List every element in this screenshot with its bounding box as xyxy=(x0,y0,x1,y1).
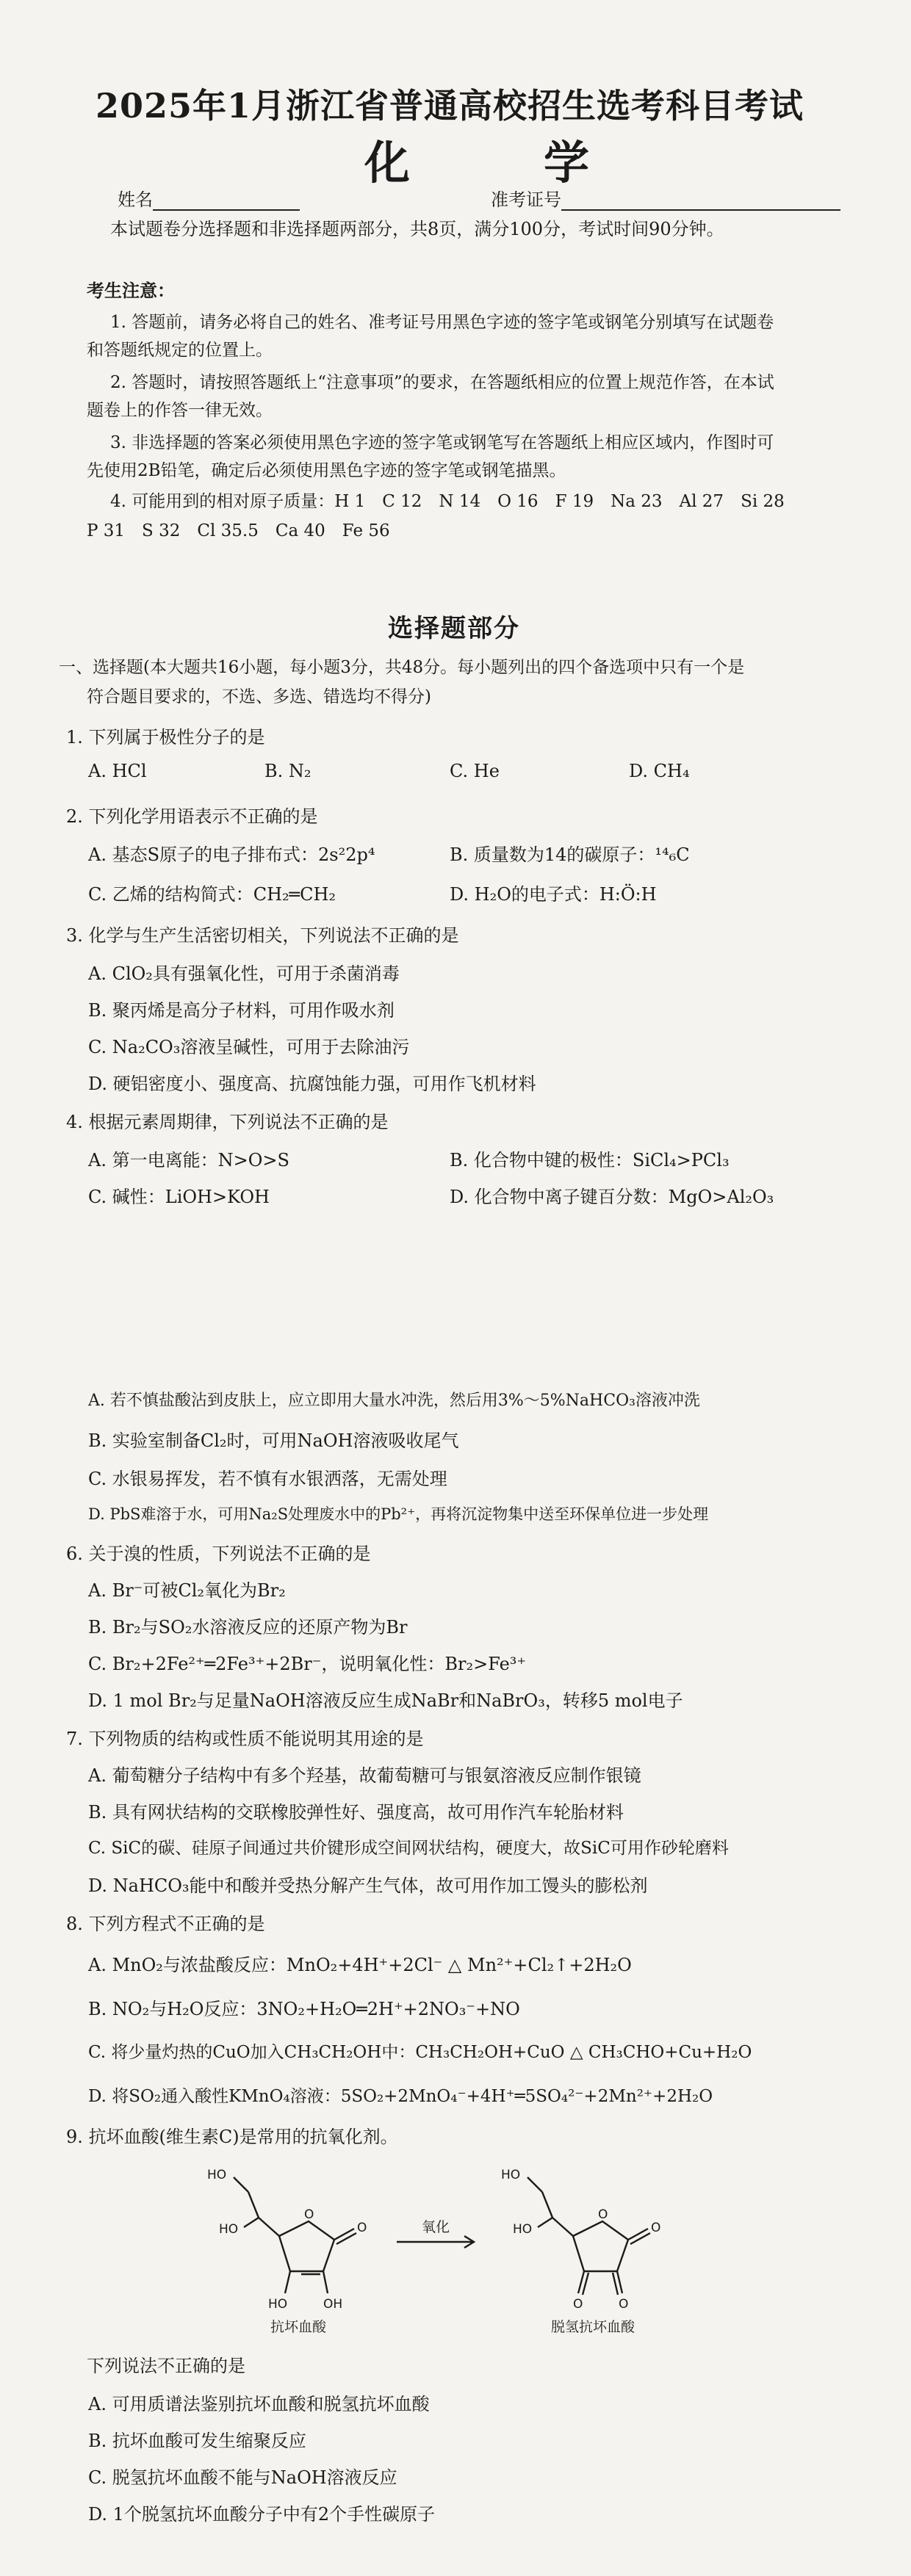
q3-stem: 3. 化学与生产生活密切相关，下列说法不正确的是 xyxy=(66,925,459,946)
q8-option-a: A. MnO₂与浓盐酸反应：MnO₂+4H⁺+2Cl⁻ △ Mn²⁺+Cl₂↑+2H₂O xyxy=(88,1955,632,1975)
note-3a: 3. 非选择题的答案必须使用黑色字迹的签字笔或钢笔写在答题纸上相应区域内，作图时可 xyxy=(110,433,774,452)
left-ho-top: HO xyxy=(207,2168,227,2182)
id-blank xyxy=(561,193,840,211)
q9-option-d: D. 1个脱氢抗坏血酸分子中有2个手性碳原子 xyxy=(88,2504,436,2525)
subject-title: 化 学 xyxy=(364,136,634,189)
note-1b: 和答题纸规定的位置上。 xyxy=(87,341,273,360)
q5-option-c: C. 水银易挥发，若不慎有水银洒落，无需处理 xyxy=(88,1469,447,1489)
q4-option-d: D. 化合物中离子键百分数：MgO>Al₂O₃ xyxy=(450,1187,774,1207)
vitamin-c-oxidation-diagram xyxy=(191,2155,691,2339)
q4-option-c: C. 碱性：LiOH>KOH xyxy=(88,1187,270,1207)
q4-stem: 4. 根据元素周期律，下列说法不正确的是 xyxy=(66,1112,389,1132)
q9-ask: 下列说法不正确的是 xyxy=(87,2356,245,2376)
left-ho-bottom: HO xyxy=(268,2297,288,2312)
note-4b: P 31 S 32 Cl 35.5 Ca 40 Fe 56 xyxy=(87,521,390,540)
note-3b: 先使用2B铅笔，确定后必须使用黑色字迹的签字笔或钢笔描黑。 xyxy=(87,461,566,480)
right-o-bottom-right: O xyxy=(619,2297,629,2312)
q1-option-d: D. CH₄ xyxy=(629,761,690,781)
left-oh-bottom: OH xyxy=(323,2297,343,2312)
q8-option-d: D. 将SO₂通入酸性KMnO₄溶液：5SO₂+2MnO₄⁻+4H⁺═5SO₄²⁻+2Mn²⁺+2H₂O xyxy=(88,2087,713,2106)
q6-option-c: C. Br₂+2Fe²⁺═2Fe³⁺+2Br⁻，说明氧化性：Br₂>Fe³⁺ xyxy=(88,1654,527,1674)
q2-option-c: C. 乙烯的结构简式：CH₂═CH₂ xyxy=(88,884,336,905)
q7-stem: 7. 下列物质的结构或性质不能说明其用途的是 xyxy=(66,1729,424,1749)
q6-option-b: B. Br₂与SO₂水溶液反应的还原产物为Br xyxy=(88,1617,408,1638)
q8-stem: 8. 下列方程式不正确的是 xyxy=(66,1914,265,1934)
q2-option-b: B. 质量数为14的碳原子：¹⁴₆C xyxy=(450,844,690,865)
name-label: 姓名 xyxy=(118,189,153,210)
left-carbonyl-o: O xyxy=(357,2221,367,2235)
left-carbonyl xyxy=(334,2229,354,2240)
q7-option-d: D. NaHCO₃能中和酸并受热分解产生气体，故可用作加工馒头的膨松剂 xyxy=(88,1875,648,1896)
q2-option-d: D. H₂O的电子式：H:Ö:H xyxy=(450,884,657,905)
q9-stem: 9. 抗坏血酸(维生素C)是常用的抗氧化剂。 xyxy=(66,2127,398,2147)
q4-option-b: B. 化合物中键的极性：SiCl₄>PCl₃ xyxy=(450,1150,730,1171)
right-ho-mid: HO xyxy=(513,2222,533,2237)
id-field xyxy=(491,185,840,211)
right-ring-o: O xyxy=(598,2207,608,2222)
q5-option-b: B. 实验室制备Cl₂时，可用NaOH溶液吸收尾气 xyxy=(88,1430,459,1451)
q3-option-d: D. 硬铝密度小、强度高、抗腐蚀能力强，可用作飞机材料 xyxy=(88,1074,536,1094)
note-4a: 4. 可能用到的相对原子质量：H 1 C 12 N 14 O 16 F 19 Na 23 Al 27 Si 28 xyxy=(110,492,785,511)
q9-option-a: A. 可用质谱法鉴别抗坏血酸和脱氢抗坏血酸 xyxy=(88,2394,430,2414)
q2-option-a: A. 基态S原子的电子排布式：2s²2p⁴ xyxy=(88,844,375,865)
q2-stem: 2. 下列化学用语表示不正确的是 xyxy=(66,806,318,827)
name-field xyxy=(118,185,300,211)
note-1a: 1. 答题前，请务必将自己的姓名、准考证号用黑色字迹的签字笔或钢笔分别填写在试题卷 xyxy=(110,313,774,332)
q4-option-a: A. 第一电离能：N>O>S xyxy=(88,1150,289,1171)
section-intro-b: 符合题目要求的，不选、多选、错选均不得分) xyxy=(87,687,431,706)
notes-heading: 考生注意： xyxy=(87,280,175,301)
q3-option-c: C. Na₂CO₃溶液呈碱性，可用于去除油污 xyxy=(88,1037,410,1057)
q8-option-b: B. NO₂与H₂O反应：3NO₂+H₂O═2H⁺+2NO₃⁻+NO xyxy=(88,1999,520,2019)
right-o-bottom-left: O xyxy=(573,2297,583,2312)
name-blank xyxy=(153,193,300,211)
right-ho-top: HO xyxy=(501,2168,521,2182)
q7-option-c: C. SiC的碳、硅原子间通过共价键形成空间网状结构，硬度大，故SiC可用作砂轮磨料 xyxy=(88,1839,729,1858)
q3-option-a: A. ClO₂具有强氧化性，可用于杀菌消毒 xyxy=(88,963,400,984)
section-intro-a: 一、选择题(本大题共16小题，每小题3分，共48分。每小题列出的四个备选项中只有一个是 xyxy=(59,658,745,677)
q6-stem: 6. 关于溴的性质，下列说法不正确的是 xyxy=(66,1544,371,1564)
q7-option-b: B. 具有网状结构的交联橡胶弹性好、强度高，故可用作汽车轮胎材料 xyxy=(88,1802,624,1823)
left-ring xyxy=(279,2221,334,2271)
q5-option-a: A. 若不慎盐酸沾到皮肤上，应立即用大量水冲洗，然后用3%～5%NaHCO₃溶液冲洗 xyxy=(88,1392,700,1410)
section-title: 选择题部分 xyxy=(388,614,520,643)
q9-option-c: C. 脱氢抗坏血酸不能与NaOH溶液反应 xyxy=(88,2467,397,2488)
left-ho-mid: HO xyxy=(219,2222,239,2237)
exam-title: 2025年1月浙江省普通高校招生选考科目考试 xyxy=(96,86,804,126)
right-ring xyxy=(573,2221,628,2271)
id-label: 准考证号 xyxy=(491,189,561,210)
q6-option-a: A. Br⁻可被Cl₂氧化为Br₂ xyxy=(88,1580,286,1601)
note-2b: 题卷上的作答一律无效。 xyxy=(87,401,273,420)
q7-option-a: A. 葡萄糖分子结构中有多个羟基，故葡萄糖可与银氨溶液反应制作银镜 xyxy=(88,1765,641,1786)
right-carbonyl-o: O xyxy=(651,2221,661,2235)
note-2a: 2. 答题时，请按照答题纸上“注意事项”的要求，在答题纸相应的位置上规范作答，在本试 xyxy=(110,373,774,392)
q9-option-b: B. 抗坏血酸可发生缩聚反应 xyxy=(88,2431,306,2451)
q1-stem: 1. 下列属于极性分子的是 xyxy=(66,727,265,748)
exam-intro: 本试题卷分选择题和非选择题两部分，共8页，满分100分，考试时间90分钟。 xyxy=(110,219,724,239)
q1-option-b: B. N₂ xyxy=(264,761,312,781)
q6-option-d: D. 1 mol Br₂与足量NaOH溶液反应生成NaBr和NaBrO₃，转移5 mol电子 xyxy=(88,1690,683,1711)
q3-option-b: B. 聚丙烯是高分子材料，可用作吸水剂 xyxy=(88,1000,395,1021)
right-compound-name: 脱氢抗坏血酸 xyxy=(551,2319,635,2335)
arrow-label: 氧化 xyxy=(422,2219,450,2235)
left-compound-name: 抗坏血酸 xyxy=(270,2319,327,2335)
q8-option-c: C. 将少量灼热的CuO加入CH₃CH₂OH中：CH₃CH₂OH+CuO △ CH₃CHO+Cu+H₂O xyxy=(88,2043,752,2062)
q5-option-d: D. PbS难溶于水，可用Na₂S处理废水中的Pb²⁺，再将沉淀物集中送至环保单位进一步处理 xyxy=(88,1505,709,1523)
left-ring-o: O xyxy=(304,2207,314,2222)
q1-option-a: A. HCl xyxy=(88,761,147,781)
q1-option-c: C. He xyxy=(450,761,500,781)
